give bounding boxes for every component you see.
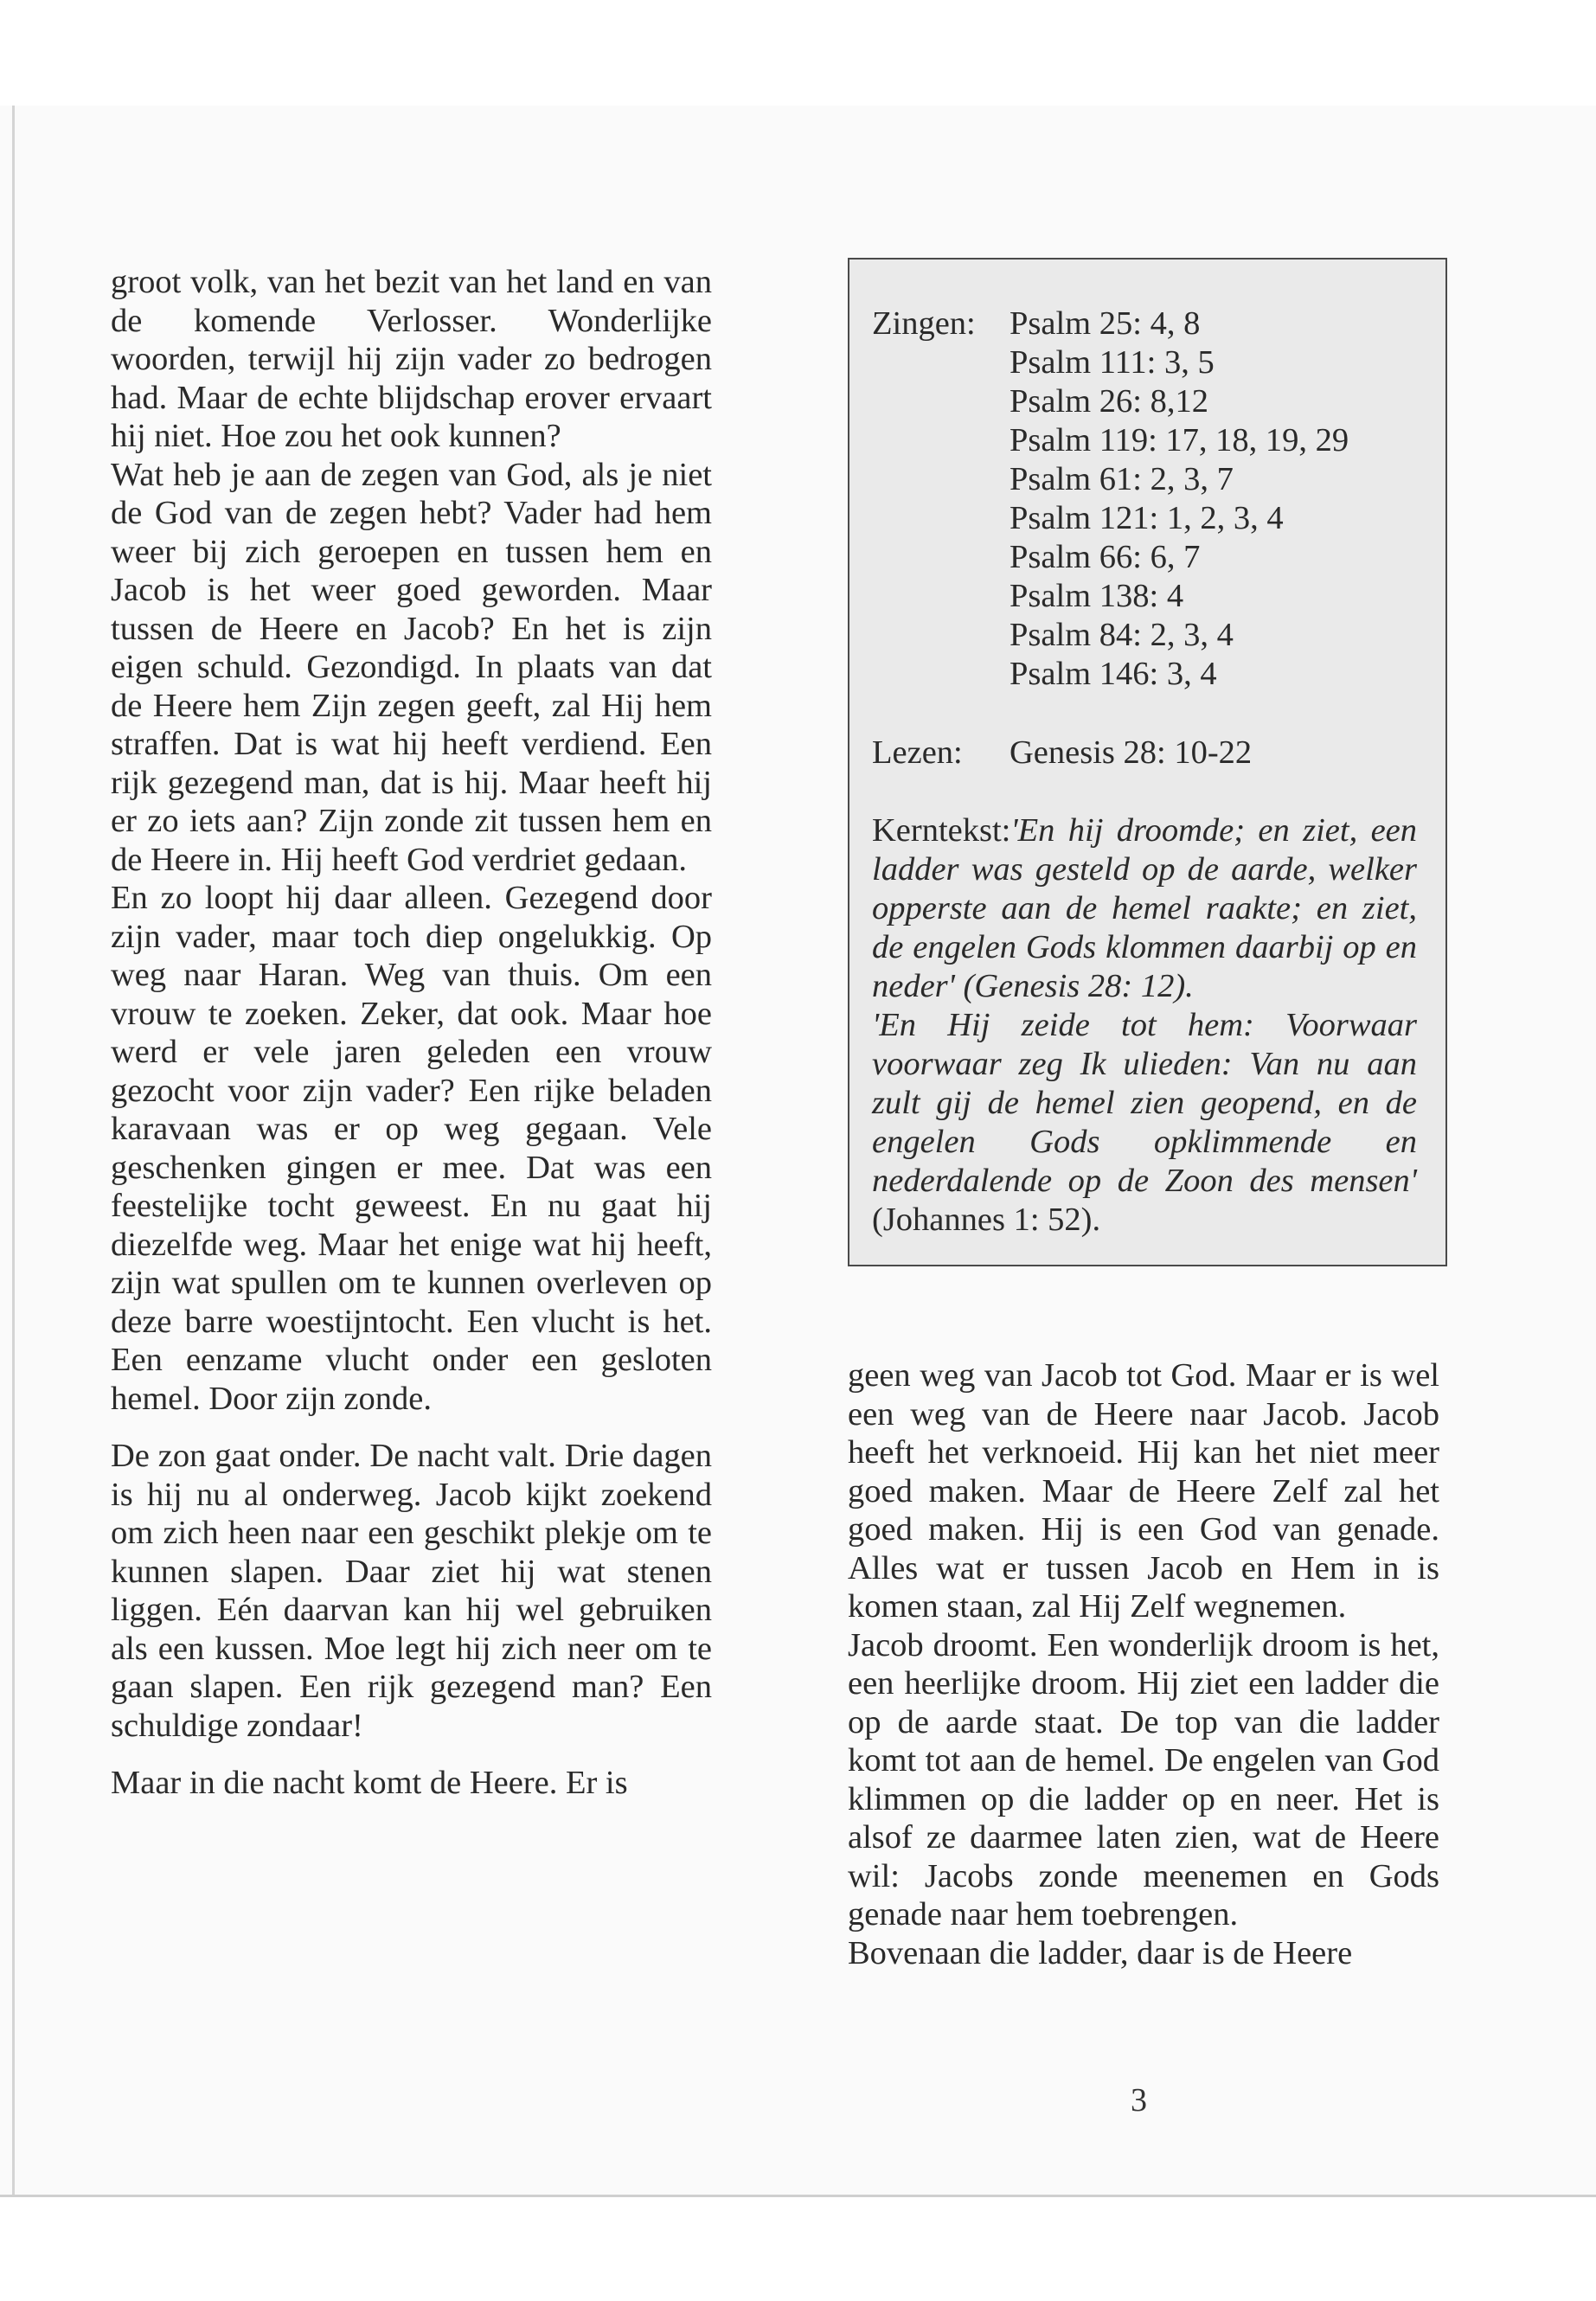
kerntekst-first <box>872 811 1417 1006</box>
page-edge-left <box>12 106 15 2195</box>
kerntekst-second <box>872 1006 1417 1240</box>
zingen-label: Zingen: <box>872 305 976 342</box>
paragraph: geen weg van Jacob tot God. Maar er is wel een weg van de Heere naar Jacob. Jacob heeft het verknoeid. Hij kan het niet meer goed maken. Maar de Heere Zelf zal het goed maken. Hij is een God van genade. Alles wat er tussen Jacob en Hem in is komen staan, zal Hij Zelf wegnemen. <box>848 1357 1439 1625</box>
paragraph: Wat heb je aan de zegen van God, als je niet de God van de zegen hebt? Vader had hem weer bij zich geroepen en tussen hem en Jacob is het weer goed geworden. Maar tussen de Heere en Jacob? En het is zijn eigen schuld. Gezondigd. In plaats van dat de Heere hem Zijn zegen geeft, zal Hij hem straffen. Dat is wat hij heeft verdiend. Een rijk gezegend man, dat is hij. Maar heeft hij er zo iets aan? Zijn zonde zit tussen hem en de Heere in. Hij heeft God verdriet gedaan. <box>111 456 712 878</box>
paragraph: groot volk, van het bezit van het land en van de komende Verlosser. Wonderlijke woorden, terwijl hij zijn vader zo bedrogen had. Maar de echte blijdschap erover ervaart hij niet. Hoe zou het ook kunnen? <box>111 264 712 454</box>
psalm-item: Psalm 119: 17, 18, 19, 29 <box>1010 422 1349 458</box>
psalm-item: Psalm 111: 3, 5 <box>1010 344 1215 381</box>
left-text-column <box>111 263 712 1803</box>
kerntekst-reference: (Johannes 1: 52). <box>872 1202 1101 1238</box>
kerntekst-reference: (Genesis 28: 12). <box>963 968 1194 1004</box>
psalm-list <box>1010 304 1349 694</box>
kerntekst-block <box>872 811 1417 1240</box>
paragraph: En zo loopt hij daar alleen. Gezegend door zijn vader, maar toch diep ongelukkig. Op weg naar Haran. Weg van thuis. Om een vrouw te zoeken. Zeker, dat ook. Maar hoe werd er vele jaren geleden een vrouw gezocht voor zijn vader? Een rijke beladen karavaan was er op weg gegaan. Vele geschenken gingen er mee. Dat was een feestelijke tocht geweest. En nu gaat hij diezelfde weg. Maar het enige wat hij heeft, zijn wat spullen om te kunnen overleven op deze barre woestijntocht. Een vlucht is het. Een eenzame vlucht onder een gesloten hemel. Door zijn zonde. <box>111 880 712 1417</box>
paragraph: Bovenaan die ladder, daar is de Heere <box>848 1934 1353 1971</box>
lezen-label: Lezen: <box>872 734 963 771</box>
psalm-item: Psalm 138: 4 <box>1010 578 1184 614</box>
kerntekst-quote: 'En hij droomde; en ziet, een ladder was gesteld op de aarde, welker opperste aan de hemel raakte; en ziet, de engelen Gods klommen daarbij op en neder' <box>872 812 1417 1004</box>
psalm-item: Psalm 26: 8,12 <box>1010 383 1208 420</box>
psalm-item: Psalm 146: 3, 4 <box>1010 656 1217 692</box>
psalm-item: Psalm 84: 2, 3, 4 <box>1010 617 1234 653</box>
page-number: 3 <box>1131 2082 1147 2118</box>
psalm-item: Psalm 66: 6, 7 <box>1010 539 1201 575</box>
psalm-item: Psalm 61: 2, 3, 7 <box>1010 461 1234 497</box>
paragraph: De zon gaat onder. De nacht valt. Drie dagen is hij nu al onderweg. Jacob kijkt zoekend om zich heen naar een geschikt plekje om te kunnen slapen. Daar ziet hij wat stenen liggen. Eén daarvan kan hij wel gebruiken als een kussen. Moe legt hij zich neer om te gaan slapen. Een rijk gezegend man? Een schuldige zondaar! <box>111 1438 712 1744</box>
psalm-item: Psalm 121: 1, 2, 3, 4 <box>1010 500 1284 536</box>
paragraph: Jacob droomt. Een wonderlijk droom is het, een heerlijke droom. Hij ziet een ladder die op de aarde staat. De top van die ladder komt tot aan de hemel. De engelen van God klimmen op die ladder op en neer. Het is alsof ze daarmee laten zien, wat de Heere wil: Jacobs zonde meenemen en Gods genade naar hem toebrengen. <box>848 1626 1439 1932</box>
lezen-reference: Genesis 28: 10-22 <box>1010 734 1253 771</box>
psalm-item: Psalm 25: 4, 8 <box>1010 305 1201 342</box>
liturgy-info-box <box>848 258 1447 1266</box>
kerntekst-quote: 'En Hij zeide tot hem: Voorwaar voorwaar zeg Ik ulieden: Van nu aan zult gij de hemel zien geopend, en de engelen Gods opklimmende en nederdalende op de Zoon des mensen' <box>872 1007 1417 1199</box>
right-text-column <box>848 1356 1439 1972</box>
kerntekst-label: Kerntekst: <box>872 812 1011 849</box>
paragraph: Maar in die nacht komt de Heere. Er is <box>111 1765 628 1801</box>
page-edge-bottom <box>0 2195 1596 2197</box>
